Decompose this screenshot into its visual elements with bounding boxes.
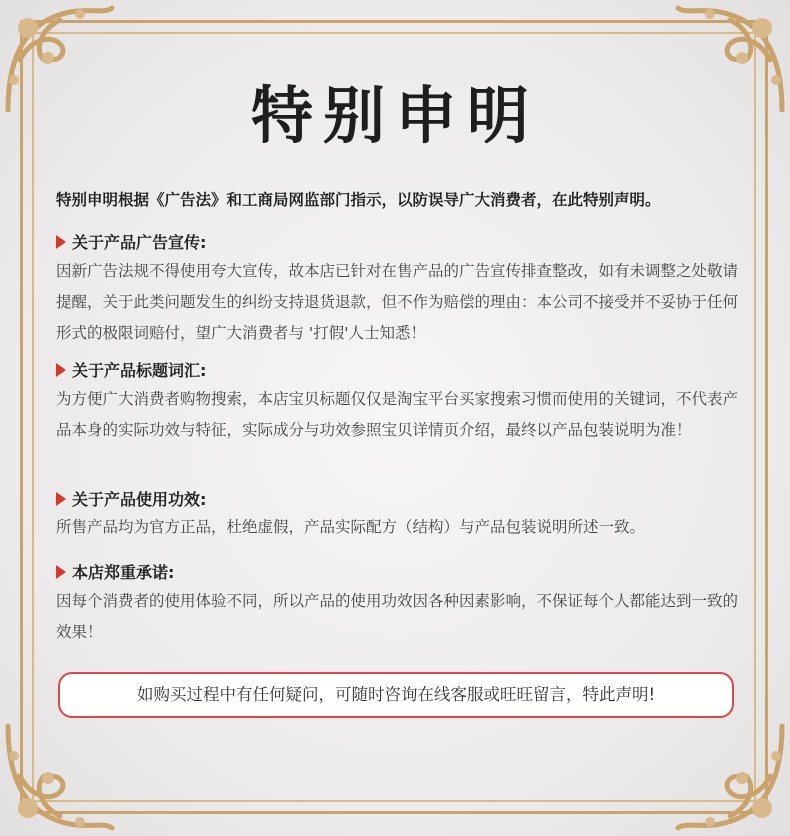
contact-notice-box: 如购买过程中有任何疑问，可随时咨询在线客服或旺旺留言，特此声明! [58,672,734,718]
red-arrow-icon [56,235,66,249]
page-title: 特别申明 [250,79,539,152]
red-arrow-icon [56,363,66,377]
corner-ornament-icon [670,716,790,836]
section-heading-label: 关于产品广告宣传: [72,233,207,252]
section-body-efficacy: 所售产品均为官方正品，杜绝虚假，产品实际配方（结构）与产品包装说明所述一致。 [56,518,646,536]
section-heading-label: 关于产品使用功效: [72,490,207,509]
section-body-ad: 因新广告法规不得使用夸大宣传，故本店已针对在售产品的广告宣传排查整改，如有未调整之处敬请提醒，关于此类问题发生的纠纷支持退货退款，但不作为赔偿的理由：本公司不接受并不妥协于任何形式的极限词赔付，望广大消费者与 '打假'人士知悉！ [56,262,739,342]
red-arrow-icon [56,565,66,579]
section-body-title-words: 为方便广大消费者购物搜索，本店宝贝标题仅仅是淘宝平台买家搜索习惯而使用的关键词，不代表产品本身的实际功效与特征，实际成分与功效参照宝贝详情页介绍，最终以产品包装说明为准！ [56,390,739,439]
section-heading-title-words [56,358,206,381]
corner-ornament-icon [0,716,120,836]
section-heading-label: 本店郑重承诺: [72,563,175,582]
red-arrow-icon [56,492,66,506]
section-body-promise: 因每个消费者的使用体验不同，所以产品的使用功效因各种因素影响，不保证每个人都能达到一致的效果！ [56,592,739,641]
intro-statement: 特别申明根据《广告法》和工商局网监部门指示，以防误导广大消费者，在此特别声明。 [56,191,661,209]
section-heading-ad [56,230,206,253]
section-heading-promise [56,560,174,583]
section-heading-efficacy [56,487,206,510]
section-heading-label: 关于产品标题词汇: [72,361,207,380]
